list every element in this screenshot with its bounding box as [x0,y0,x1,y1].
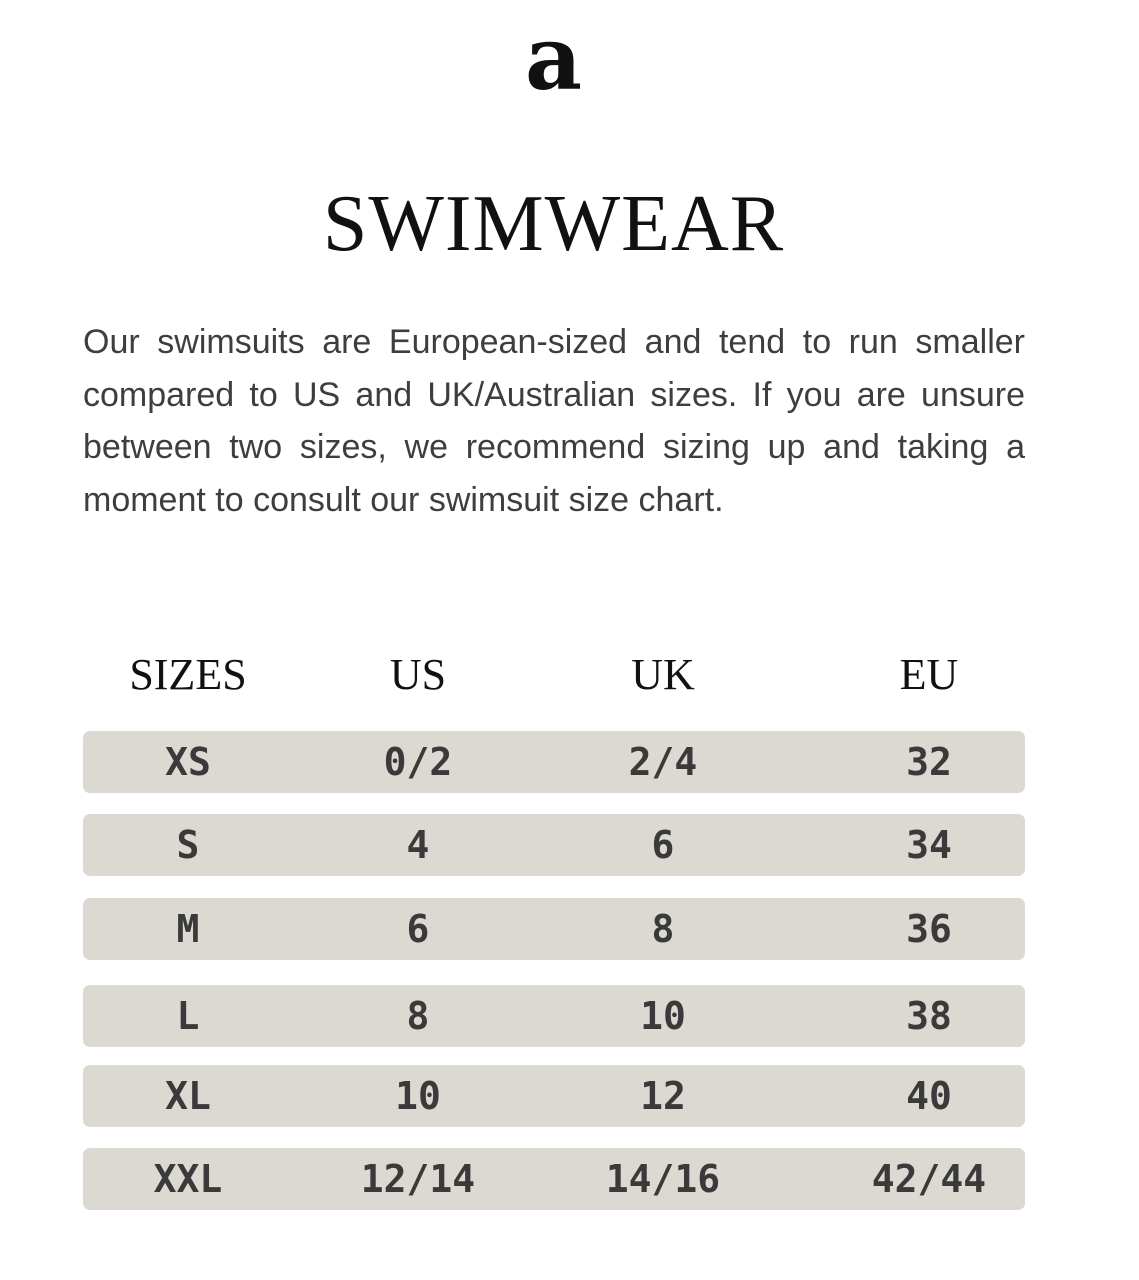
header-uk: UK [631,650,695,699]
us-cell: 6 [406,907,430,951]
size-chart-header [83,640,1025,710]
header-eu: EU [899,650,959,699]
eu-cell: 38 [906,994,952,1038]
size-cell: S [176,823,200,867]
uk-cell: 6 [651,823,675,867]
eu-cell: 32 [906,740,952,784]
eu-cell: 40 [906,1074,952,1118]
table-row [83,814,1025,876]
header-us: US [389,650,447,699]
us-cell: 12/14 [360,1157,476,1201]
size-cell: L [176,994,200,1038]
intro-paragraph: Our swimsuits are European-sized and tend to run smaller compared to US and UK/Australian sizes. If you are unsure between two sizes, we recommend sizing up and taking a moment to consult our swimsuit size chart. [83,323,1025,519]
uk-cell: 8 [651,907,675,951]
table-row [83,985,1025,1047]
us-cell: 10 [395,1074,441,1118]
size-cell: XS [165,740,211,784]
table-row [83,898,1025,960]
eu-cell: 42/44 [871,1157,987,1201]
uk-cell: 10 [640,994,686,1038]
header-sizes: SIZES [129,650,247,699]
uk-cell: 2/4 [628,740,698,784]
size-cell: XL [165,1074,211,1118]
us-cell: 0/2 [383,740,453,784]
brand-logo: a [524,6,583,110]
us-cell: 8 [406,994,430,1038]
page-title: SWIMWEAR [322,180,785,268]
eu-cell: 36 [906,907,952,951]
table-row [83,1065,1025,1127]
uk-cell: 12 [640,1074,686,1118]
us-cell: 4 [406,823,430,867]
size-cell: XXL [153,1157,223,1201]
eu-cell: 34 [906,823,952,867]
uk-cell: 14/16 [605,1157,721,1201]
table-row [83,731,1025,793]
size-cell: M [176,907,200,951]
table-row [83,1148,1025,1210]
